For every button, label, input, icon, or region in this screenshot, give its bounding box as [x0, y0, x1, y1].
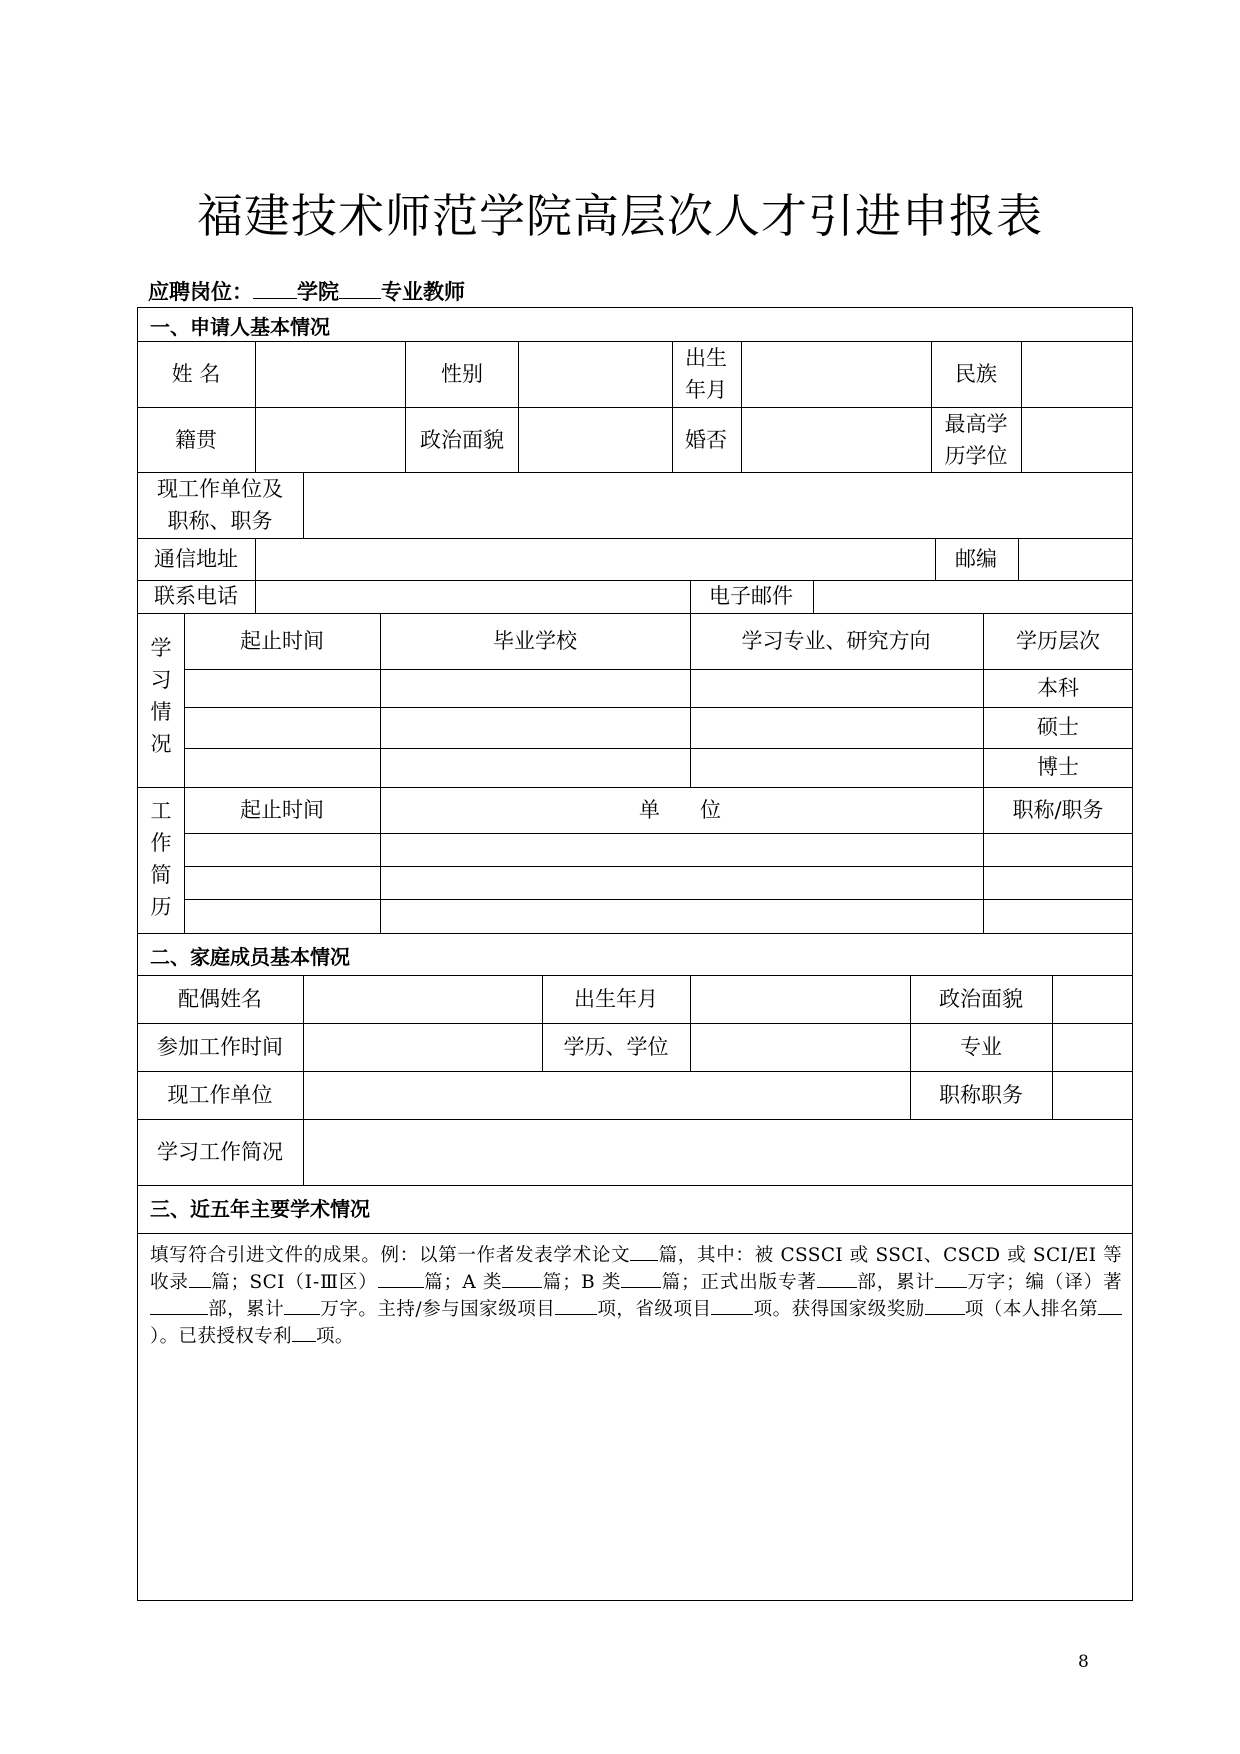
- work-unit-label-2: 职称、职务: [167, 509, 273, 533]
- spouse-degree-label: 学历、学位: [563, 1035, 669, 1059]
- ethnicity-label: 民族: [955, 362, 997, 386]
- work-start-label: 参加工作时间: [157, 1035, 283, 1059]
- academic-instructions: 填写符合引进文件的成果。例：以第一作者发表学术论文 篇，其中：被 CSSCI 或 SSCI、CSCD 或 SCI/EI 等收录 篇；SCI（Ⅰ-Ⅲ区） 篇；A 类 篇；B 类 篇；正式出版专著 部，累计 万字；编（译）著部，累计 万字。主持/参与国家级项目 项，省级项目 项。获得国家级奖励 项（本人排名第）。已获授权专利 项。: [150, 1245, 1122, 1347]
- form-title: 福建技术师范学院高层次人才引进申报表: [197, 189, 1043, 243]
- work-unit-header: 单 位: [638, 798, 722, 822]
- study-school-header: 毕业学校: [493, 629, 577, 653]
- applied-position-label: 应聘岗位：: [148, 280, 253, 304]
- spouse-birth-label: 出生年月: [574, 987, 658, 1011]
- brief-history-label: 学习工作简况: [157, 1140, 283, 1164]
- highest-degree-label-1: 最高学: [944, 412, 1008, 436]
- work-period-header: 起止时间: [240, 798, 324, 822]
- study-level-header: 学历层次: [1016, 629, 1100, 653]
- teacher-label: 专业教师: [381, 280, 465, 304]
- level-master: 硕士: [1037, 715, 1079, 739]
- native-place-label: 籍贯: [175, 428, 217, 452]
- spouse-name-label: 配偶姓名: [178, 987, 262, 1011]
- college-blank[interactable]: [253, 280, 297, 299]
- study-side-label: 学 习 情 况: [150, 636, 172, 756]
- phone-label: 联系电话: [154, 584, 238, 608]
- spouse-major-label: 专业: [960, 1035, 1002, 1059]
- spouse-unit-label: 现工作单位: [167, 1083, 273, 1107]
- email-label: 电子邮件: [709, 584, 793, 608]
- spouse-political-label: 政治面貌: [939, 987, 1023, 1011]
- birth-label-2: 年月: [685, 378, 727, 402]
- work-title-header: 职称/职务: [1012, 798, 1104, 822]
- name-label: 姓 名: [171, 362, 221, 386]
- spouse-title-label: 职称职务: [939, 1083, 1023, 1107]
- political-status-label: 政治面貌: [420, 428, 504, 452]
- level-bachelor: 本科: [1037, 676, 1079, 700]
- postcode-label: 邮编: [955, 547, 997, 571]
- study-major-header: 学习专业、研究方向: [741, 629, 931, 653]
- section-2-heading: 二、家庭成员基本情况: [150, 945, 350, 969]
- section-1-heading: 一、申请人基本情况: [150, 315, 330, 339]
- level-doctor: 博士: [1037, 755, 1079, 779]
- gender-label: 性别: [441, 362, 483, 386]
- applied-position-line: [148, 276, 465, 306]
- birth-label-1: 出生: [685, 346, 727, 370]
- section-3-heading: 三、近五年主要学术情况: [150, 1197, 370, 1221]
- study-period-header: 起止时间: [240, 629, 324, 653]
- major-blank[interactable]: [339, 280, 381, 299]
- highest-degree-label-2: 历学位: [944, 444, 1008, 468]
- work-unit-label-1: 现工作单位及: [157, 477, 283, 501]
- marital-status-label: 婚否: [685, 428, 727, 452]
- address-label: 通信地址: [154, 547, 238, 571]
- work-side-label: 工 作 简 历: [150, 799, 172, 919]
- page-number: 8: [1078, 1652, 1089, 1672]
- college-label: 学院: [297, 280, 339, 304]
